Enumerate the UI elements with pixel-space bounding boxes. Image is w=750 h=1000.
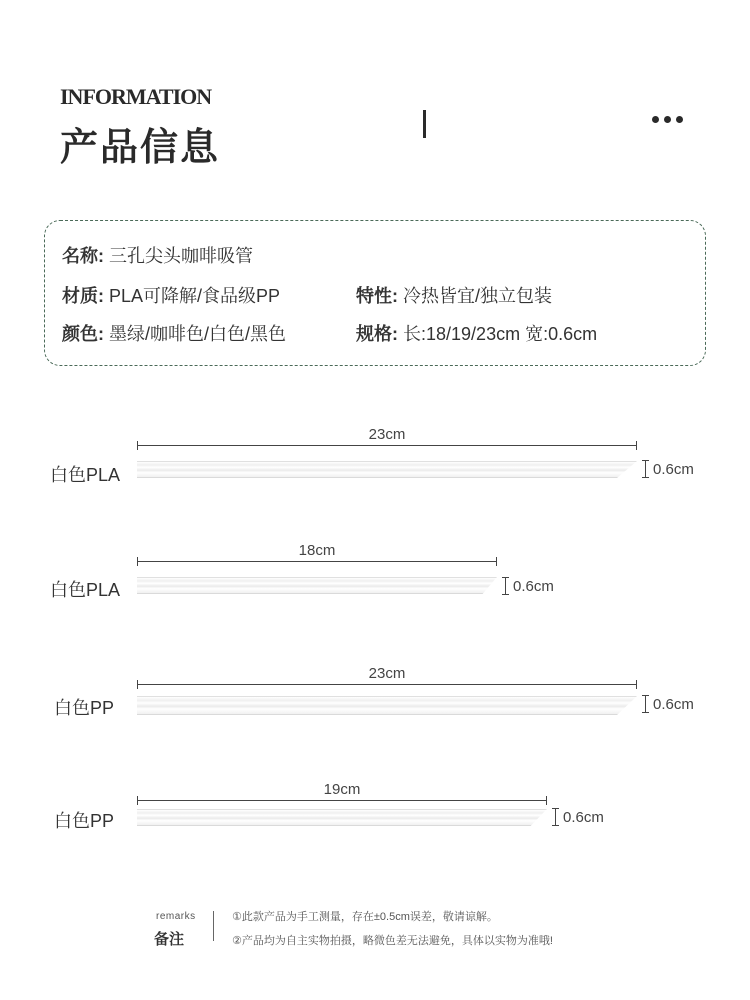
length-text: 18cm bbox=[298, 542, 336, 559]
length-dimension-line bbox=[137, 445, 637, 446]
straw-image bbox=[137, 461, 637, 478]
info-color-key: 颜色: bbox=[62, 324, 104, 344]
length-dimension-line bbox=[137, 561, 497, 562]
width-marker bbox=[645, 460, 646, 478]
length-text: 23cm bbox=[368, 426, 406, 443]
width-marker bbox=[555, 808, 556, 826]
info-feature-key: 特性: bbox=[356, 286, 398, 306]
straw-label: 白色PLA bbox=[50, 580, 121, 600]
header-title-zh: 产品信息 bbox=[60, 125, 221, 169]
length-text: 23cm bbox=[368, 665, 406, 682]
straw-image bbox=[137, 809, 547, 826]
info-material bbox=[62, 282, 280, 308]
width-text: 0.6cm bbox=[563, 809, 604, 826]
info-name-value: 三孔尖头咖啡吸管 bbox=[109, 246, 254, 266]
straw-image bbox=[137, 577, 497, 594]
info-name-key: 名称: bbox=[62, 246, 104, 266]
straw-label: 白色PLA bbox=[50, 465, 121, 485]
width-marker bbox=[505, 577, 506, 595]
length-dimension-line bbox=[137, 684, 637, 685]
length-text: 19cm bbox=[323, 781, 361, 798]
info-spec-key: 规格: bbox=[356, 324, 398, 344]
remarks-divider bbox=[213, 911, 214, 941]
remark-item: ①此款产品为手工测量，存在±0.5cm误差，敬请谅解。 bbox=[232, 911, 498, 923]
info-color-value: 墨绿/咖啡色/白色/黑色 bbox=[109, 324, 287, 344]
remarks-label-en: remarks bbox=[156, 911, 196, 922]
header-title-en: INFORMATION bbox=[60, 84, 212, 109]
more-icon[interactable] bbox=[652, 116, 683, 123]
width-text: 0.6cm bbox=[513, 578, 554, 595]
remarks-label-zh: 备注 bbox=[154, 931, 185, 948]
width-marker bbox=[645, 695, 646, 713]
straw-label: 白色PP bbox=[54, 698, 115, 718]
header-divider bbox=[423, 110, 426, 138]
remark-item: ②产品均为自主实物拍摄，略微色差无法避免，具体以实物为准哦! bbox=[232, 935, 553, 947]
width-text: 0.6cm bbox=[653, 461, 694, 478]
info-spec-value: 长:18/19/23cm 宽:0.6cm bbox=[403, 324, 598, 344]
info-spec bbox=[356, 320, 597, 346]
info-feature-value: 冷热皆宜/独立包装 bbox=[403, 286, 553, 306]
info-feature bbox=[356, 282, 552, 308]
width-text: 0.6cm bbox=[653, 696, 694, 713]
info-material-value: PLA可降解/食品级PP bbox=[109, 286, 281, 306]
straw-label: 白色PP bbox=[54, 811, 115, 831]
straw-image bbox=[137, 696, 637, 715]
info-name bbox=[62, 242, 253, 268]
length-dimension-line bbox=[137, 800, 547, 801]
info-color bbox=[62, 320, 286, 346]
info-material-key: 材质: bbox=[62, 286, 104, 306]
